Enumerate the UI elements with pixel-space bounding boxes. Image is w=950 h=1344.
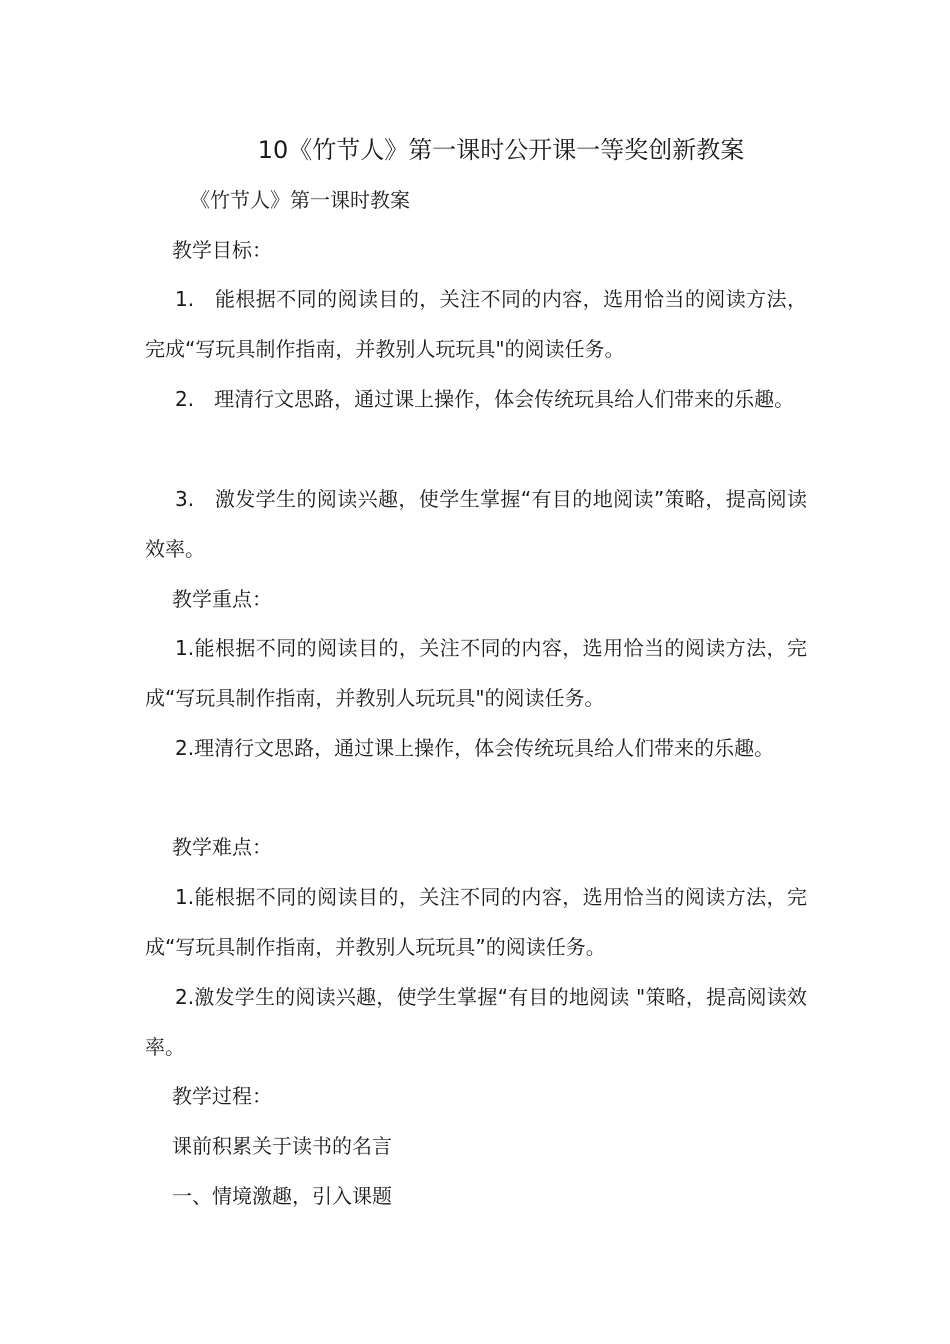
difficulty-item: 1.能根据不同的阅读目的，关注不同的内容，选用恰当的阅读方法，完成“写玩具制作指南，并教别人玩玩具”的阅读任务。 xyxy=(145,885,807,959)
objective-item: 2. 理清行文思路，通过课上操作，体会传统玩具给人们带来的乐趣。 xyxy=(175,387,795,411)
difficulties-heading: 教学难点： xyxy=(172,835,272,859)
document-title: 10《竹节人》第一课时公开课一等奖创新教案 xyxy=(257,136,745,164)
key-point-item: 1.能根据不同的阅读目的，关注不同的内容，选用恰当的阅读方法，完成“写玩具制作指南，并教别人玩玩具"的阅读任务。 xyxy=(145,636,807,710)
objective-item: 1. 能根据不同的阅读目的，关注不同的内容，选用恰当的阅读方法，完成“写玩具制作指南，并教别人玩玩具"的阅读任务。 xyxy=(145,287,807,361)
pre-class-note: 课前积累关于读书的名言 xyxy=(172,1134,392,1158)
document-subtitle: 《竹节人》第一课时教案 xyxy=(190,188,410,212)
objective-item: 3. 激发学生的阅读兴趣，使学生掌握“有目的地阅读”策略，提高阅读效率。 xyxy=(145,487,807,561)
process-heading: 教学过程： xyxy=(172,1084,272,1108)
difficulty-item: 2.激发学生的阅读兴趣，使学生掌握“有目的地阅读 "策略，提高阅读效率。 xyxy=(145,985,807,1059)
section-heading: 一、情境激趣，引入课题 xyxy=(172,1184,392,1208)
objectives-heading: 教学目标： xyxy=(172,238,272,262)
key-point-item: 2.理清行文思路，通过课上操作，体会传统玩具给人们带来的乐趣。 xyxy=(175,736,775,760)
key-points-heading: 教学重点： xyxy=(172,587,272,611)
